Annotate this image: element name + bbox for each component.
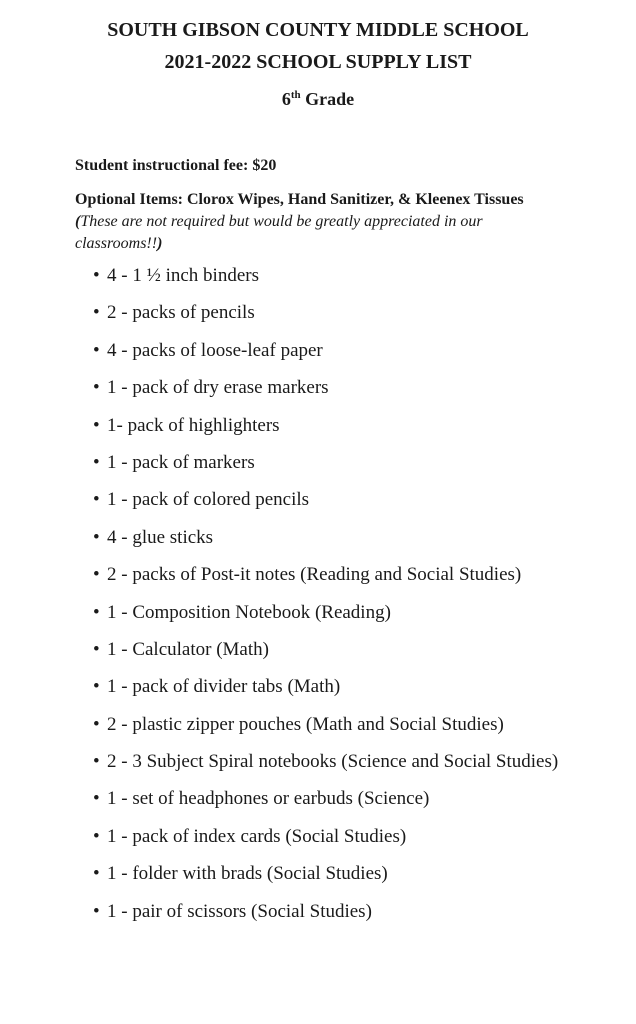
bullet-icon: • [93,451,100,473]
supply-list-item [93,860,563,887]
supply-list-item [93,636,563,663]
supply-list-item [93,262,563,289]
supply-list-item [93,785,563,812]
supply-item-text: 1 - pack of dry erase markers [107,377,329,399]
supply-item-text: 2 - plastic zipper pouches (Math and Social Studies) [107,713,504,735]
supply-list-item [93,412,563,439]
bullet-icon: • [93,751,100,773]
bullet-icon: • [93,302,100,324]
supply-item-text: 1 - pair of scissors (Social Studies) [107,900,372,922]
supply-list-item [93,748,563,775]
supply-item-text: 1 - Composition Notebook (Reading) [107,601,391,623]
optional-open-paren: ( [75,213,81,230]
bullet-icon: • [93,526,100,548]
supply-list-item [93,823,563,850]
supply-item-text: 2 - 3 Subject Spiral notebooks (Science and Social Studies) [107,751,559,773]
supply-item-text: 4 - 1 ½ inch binders [107,265,259,286]
optional-items-label: Optional Items: Clorox Wipes, Hand Sanitizer, & Kleenex Tissues [75,191,524,208]
supply-list-item [93,374,563,401]
bullet-icon: • [93,377,100,399]
supply-list-item [93,673,563,700]
supply-list-item [93,599,563,626]
supply-list [93,262,563,935]
instructional-fee-text: Student instructional fee: $20 [75,157,277,174]
bullet-icon: • [93,265,100,286]
supply-list-item [93,337,563,364]
bullet-icon: • [93,863,100,885]
supply-item-text: 1 - pack of divider tabs (Math) [107,676,341,698]
bullet-icon: • [93,825,100,847]
bullet-icon: • [93,489,100,511]
grade-ordinal-suffix: th [290,89,301,101]
bullet-icon: • [93,676,100,698]
grade-heading [0,89,636,109]
supply-list-item [93,898,563,925]
bullet-icon: • [93,414,100,436]
supply-item-text: 1- pack of highlighters [107,414,280,436]
supply-list-item [93,561,563,588]
supply-item-text: 4 - glue sticks [107,526,214,548]
supply-item-text: 1 - folder with brads (Social Studies) [107,863,388,885]
optional-items-paragraph [75,189,555,255]
supply-list-item [93,299,563,326]
bullet-icon: • [93,564,100,586]
school-name-heading: SOUTH GIBSON COUNTY MIDDLE SCHOOL [107,19,529,41]
optional-items-note: These are not required but would be greatly appreciated in our classrooms!! [75,213,483,252]
supply-list-item [93,524,563,551]
supply-list-item [93,486,563,513]
supply-item-text: 2 - packs of Post-it notes (Reading and Social Studies) [107,564,522,586]
supply-list-item [93,711,563,738]
supply-list-title: 2021-2022 SCHOOL SUPPLY LIST [164,51,472,73]
supply-item-text: 1 - pack of index cards (Social Studies) [107,825,407,847]
supply-item-text: 1 - set of headphones or earbuds (Science) [107,788,430,810]
bullet-icon: • [93,788,100,810]
supply-item-text: 1 - Calculator (Math) [107,638,269,660]
supply-item-text: 1 - pack of markers [107,451,255,473]
supply-item-text: 4 - packs of loose-leaf paper [107,339,323,361]
supply-item-text: 2 - packs of pencils [107,302,255,324]
grade-word: Grade [300,89,355,109]
bullet-icon: • [93,900,100,922]
grade-number: 6 [281,89,291,109]
bullet-icon: • [93,713,100,735]
bullet-icon: • [93,638,100,660]
supply-item-text: 1 - pack of colored pencils [107,489,310,511]
bullet-icon: • [93,339,100,361]
optional-close-paren: ) [157,235,163,252]
supply-list-item [93,449,563,476]
bullet-icon: • [93,601,100,623]
